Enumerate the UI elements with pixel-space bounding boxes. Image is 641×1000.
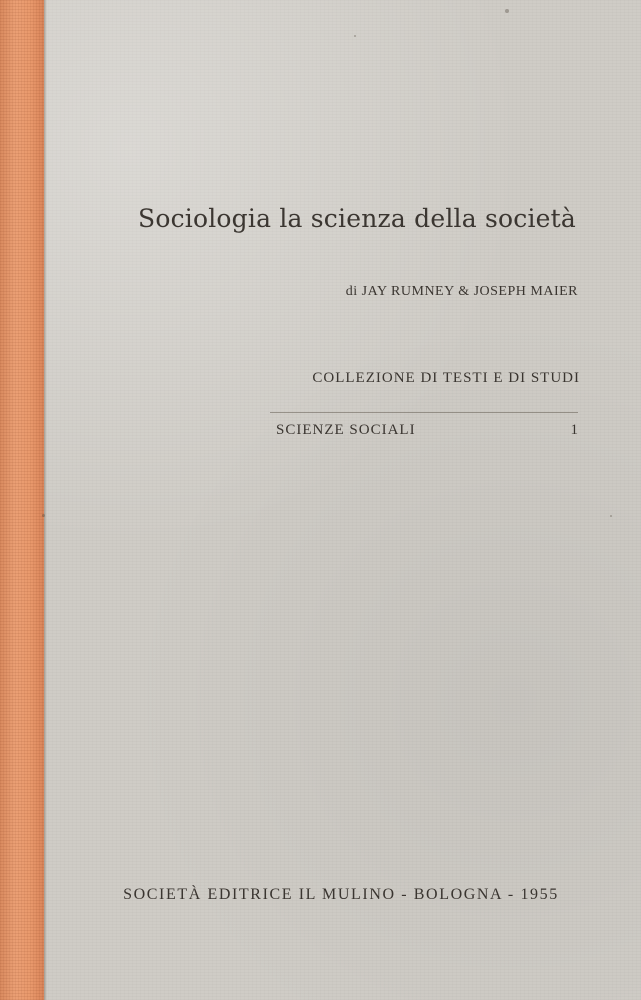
spine-shadow: [44, 0, 47, 1000]
paper-speck: [354, 35, 356, 37]
collection-name: COLLEZIONE DI TESTI E DI STUDI: [312, 370, 580, 386]
paper-speck: [610, 515, 612, 517]
paper-speck: [42, 514, 45, 517]
series-number: 1: [570, 422, 578, 438]
series-name: SCIENZE SOCIALI: [276, 422, 416, 438]
publisher-line: SOCIETÀ EDITRICE IL MULINO - BOLOGNA - 1955: [123, 886, 559, 903]
paper-speck: [505, 9, 509, 13]
book-authors: di JAY RUMNEY & JOSEPH MAIER: [345, 284, 578, 299]
orange-cloth-spine: [0, 0, 44, 1000]
collection-divider: [270, 412, 578, 413]
book-title: Sociologia la scienza della società: [138, 204, 576, 233]
